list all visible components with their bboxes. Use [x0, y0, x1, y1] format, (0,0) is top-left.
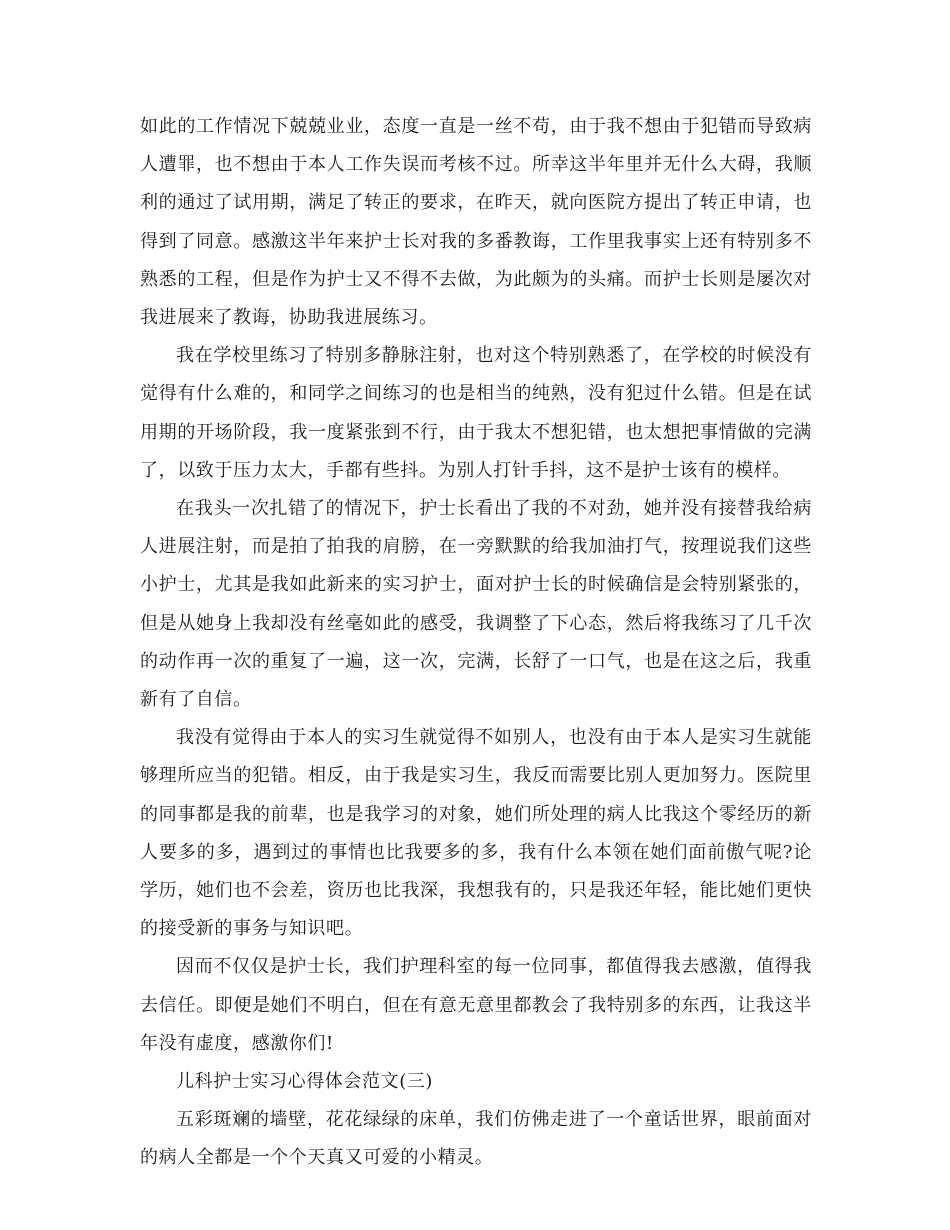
section-heading: 儿科护士实习心得体会范文(三) — [176, 1071, 434, 1093]
paragraph: 五彩斑斓的墙壁，花花绿绿的床单，我们仿佛走进了一个童话世界，眼前面对的病人全都是一个个天真又可爱的小精灵。 — [140, 1109, 812, 1169]
paragraph: 我在学校里练习了特别多静脉注射，也对这个特别熟悉了，在学校的时候没有觉得有什么难的，和同学之间练习的也是相当的纯熟，没有犯过什么错。但是在试用期的开场阶段，我一度紧张到不行，由于我太不想犯错，也太想把事情做的完满了，以致于压力太大，手都有些抖。为别人打针手抖，这不是护士该有的模样。 — [140, 345, 812, 481]
paragraph: 因而不仅仅是护士长，我们护理科室的每一位同事，都值得我去感激，值得我去信任。即便是她们不明白，但在有意无意里都教会了我特别多的东西，让我这半年没有虚度，感激你们! — [140, 956, 812, 1054]
paragraph-continued: 如此的工作情况下兢兢业业，态度一直是一丝不苟，由于我不想由于犯错而导致病人遭罪，也不想由于本人工作失误而考核不过。所幸这半年里并无什么大碍，我顺利的通过了试用期，满足了转正的要求，在昨天，就向医院方提出了转正申请，也得到了同意。感激这半年来护士长对我的多番教诲，工作里我事实上还有特别多不熟悉的工程，但是作为护士又不得不去做，为此颇为的头痛。而护士长则是屡次对我进展来了教诲，协助我进展练习。 — [140, 116, 812, 329]
paragraph: 我没有觉得由于本人的实习生就觉得不如别人，也没有由于本人是实习生就能够理所应当的犯错。相反，由于我是实习生，我反而需要比别人更加努力。医院里的同事都是我的前辈，也是我学习的对象，她们所处理的病人比我这个零经历的新人要多的多，遇到过的事情也比我要多的多，我有什么本领在她们面前傲气呢?论学历，她们也不会差，资历也比我深，我想我有的，只是我还年轻，能比她们更快的接受新的事务与知识吧。 — [140, 727, 812, 940]
paragraph: 在我头一次扎错了的情况下，护士长看出了我的不对劲，她并没有接替我给病人进展注射，而是拍了拍我的肩膀，在一旁默默的给我加油打气，按理说我们这些小护士，尤其是我如此新来的实习护士，面对护士长的时候确信是会特别紧张的，但是从她身上我却没有丝毫如此的感受，我调整了下心态，然后将我练习了几千次的动作再一次的重复了一遍，这一次，完满，长舒了一口气，也是在这之后，我重新有了自信。 — [140, 498, 812, 711]
document-body — [140, 108, 812, 1178]
